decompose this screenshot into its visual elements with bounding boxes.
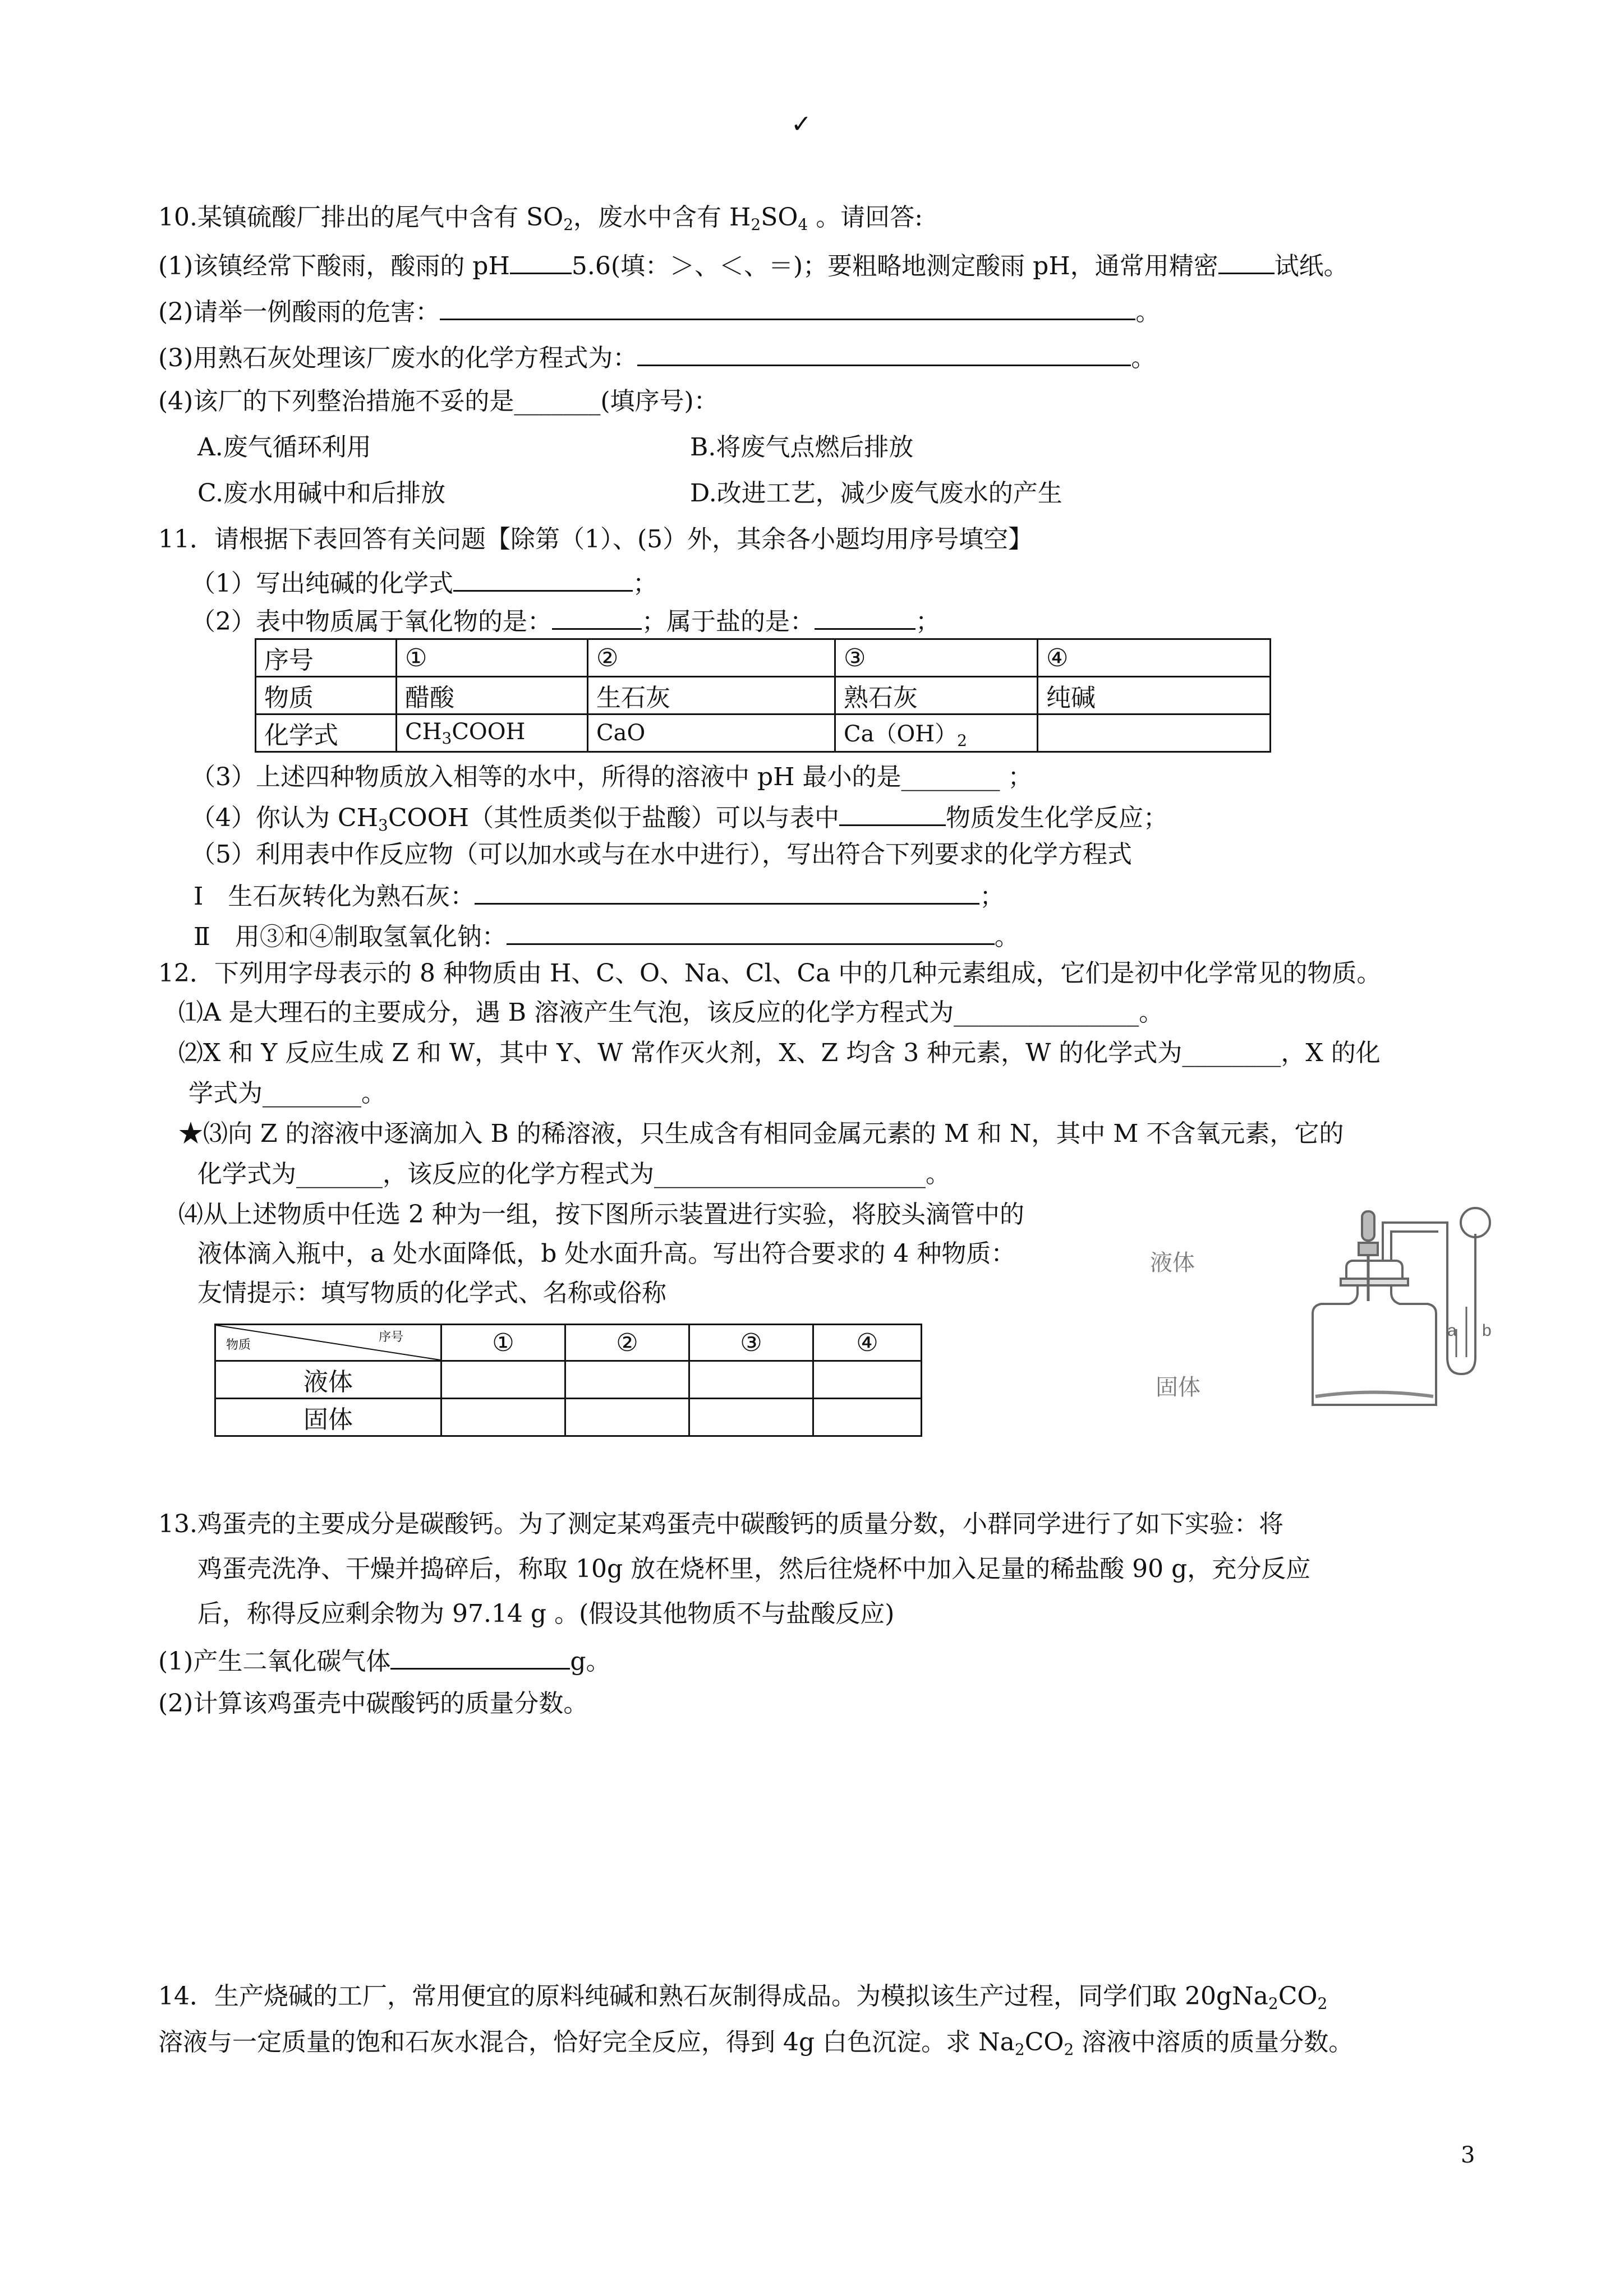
table-cell: ③ bbox=[835, 639, 1038, 677]
table-cell: 化学式 bbox=[256, 714, 397, 752]
q11-part3: （3）上述四种物质放入相等的水中，所得的溶液中 pH 最小的是________ ； bbox=[191, 763, 1033, 791]
table-row bbox=[215, 1361, 922, 1399]
q11-part4: （4）你认为 $CH_3COOH$（其性质类似于盐酸）可以与表中 物质发生化学反应； bbox=[191, 799, 1168, 842]
q12-part3-line2: 化学式为_______，该反应的化学方程式为______________________。 bbox=[197, 1160, 950, 1188]
substance-table bbox=[255, 638, 1271, 753]
q10-part4: (4)该厂的下列整治措施不妥的是_______(填序号)： bbox=[158, 387, 719, 416]
answer-blank[interactable] bbox=[440, 293, 1135, 320]
table-row bbox=[256, 639, 1271, 677]
table-cell[interactable] bbox=[689, 1399, 813, 1436]
table-cell[interactable] bbox=[441, 1361, 565, 1399]
table-header-number: 序号 bbox=[379, 1330, 404, 1344]
table-cell[interactable] bbox=[813, 1361, 922, 1399]
q12-part2-line1: ⑵X 和 Y 反应生成 Z 和 W，其中 Y、W 常作灭火剂，X、Z 均含 3 种元素，W 的化学式为________，X 的化 bbox=[178, 1039, 1381, 1067]
diagonal-header-cell bbox=[215, 1325, 441, 1361]
table-cell: 熟石灰 bbox=[835, 677, 1038, 714]
q10-option-a: A.废气循环利用 bbox=[197, 433, 371, 462]
q11-intro: 11．请根据下表回答有关问题【除第（1）、(5）外，其余各小题均用序号填空】 bbox=[158, 525, 1033, 554]
q13-line1: 13.鸡蛋壳的主要成分是碳酸钙。为了测定某鸡蛋壳中碳酸钙的质量分数，小群同学进行了如下实验：将 bbox=[158, 1510, 1283, 1538]
table-cell: 液体 bbox=[215, 1361, 441, 1399]
answer-table bbox=[214, 1324, 922, 1437]
table-cell[interactable] bbox=[565, 1361, 689, 1399]
answer-blank[interactable] bbox=[507, 918, 995, 945]
table-cell: ② bbox=[565, 1325, 689, 1361]
table-row bbox=[215, 1325, 922, 1361]
table-cell: 醋酸 bbox=[397, 677, 588, 714]
q10-intro: 10.某镇硫酸厂排出的尾气中含有 $SO_2$，废水中含有 $H_2SO_4$ 。请回答: bbox=[158, 203, 923, 234]
answer-blank[interactable] bbox=[552, 602, 642, 630]
q12-intro: 12．下列用字母表示的 8 种物质由 H、C、O、Na、Cl、Ca 中的几种元素组成，它们是初中化学常见的物质。 bbox=[158, 959, 1382, 988]
q10-option-d: D.改进工艺，减少废气废水的产生 bbox=[690, 479, 1062, 508]
answer-blank[interactable] bbox=[390, 1642, 570, 1670]
figure-label-solid: 固体 bbox=[1156, 1375, 1200, 1400]
figure-label-liquid: 液体 bbox=[1150, 1251, 1195, 1275]
q10-part2: (2)请举一例酸雨的危害： 。 bbox=[158, 293, 1160, 329]
table-cell: 生石灰 bbox=[588, 677, 835, 714]
table-cell: ① bbox=[441, 1325, 565, 1361]
answer-blank[interactable] bbox=[510, 247, 572, 274]
q11-part5-ii: Ⅱ 用③和④制取氢氧化钠： 。 bbox=[194, 918, 1019, 954]
q14-line2: 溶液与一定质量的饱和石灰水混合，恰好完全反应，得到 4g 白色沉淀。求 $Na_2CO_2$ 溶液中溶质的质量分数。 bbox=[158, 2028, 1354, 2059]
answer-blank[interactable] bbox=[637, 339, 1131, 366]
table-cell: 固体 bbox=[215, 1399, 441, 1436]
q13-line2: 鸡蛋壳洗净、干燥并捣碎后，称取 10g 放在烧杯里，然后往烧杯中加入足量的稀盐酸 90 g，充分反应 bbox=[197, 1555, 1311, 1583]
q12-part4-line2: 液体滴入瓶中，a 处水面降低，b 处水面升高。写出符合要求的 4 种物质： bbox=[197, 1239, 1016, 1268]
table-row bbox=[215, 1399, 922, 1436]
q12-part1: ⑴A 是大理石的主要成分，遇 B 溶液产生气泡，该反应的化学方程式为_______________。 bbox=[178, 998, 1164, 1027]
label-a: a bbox=[1447, 1321, 1457, 1340]
answer-blank[interactable] bbox=[453, 564, 633, 592]
table-cell: $CH_3COOH$ bbox=[397, 714, 588, 752]
q10-option-c: C.废水用碱中和后排放 bbox=[197, 479, 446, 508]
q10-part3: (3)用熟石灰处理该厂废水的化学方程式为： 。 bbox=[158, 339, 1156, 375]
table-cell: ② bbox=[588, 639, 835, 677]
table-cell[interactable] bbox=[1038, 714, 1271, 752]
table-cell: CaO bbox=[588, 714, 835, 752]
label-b: b bbox=[1482, 1321, 1492, 1340]
table-row bbox=[256, 677, 1271, 714]
check-mark: ✓ bbox=[791, 110, 812, 139]
table-cell: ④ bbox=[813, 1325, 922, 1361]
table-row bbox=[256, 714, 1271, 752]
q12-part4-hint: 友情提示：填写物质的化学式、名称或俗称 bbox=[197, 1279, 666, 1307]
answer-blank[interactable] bbox=[815, 602, 915, 630]
table-cell[interactable] bbox=[441, 1399, 565, 1436]
q10-option-b: B.将废气点燃后排放 bbox=[690, 433, 914, 462]
page-number: 3 bbox=[1461, 2142, 1475, 2168]
table-cell: 纯碱 bbox=[1038, 677, 1271, 714]
q11-part1: （1）写出纯碱的化学式 ； bbox=[191, 564, 657, 601]
table-cell: 序号 bbox=[256, 639, 397, 677]
answer-blank[interactable] bbox=[1218, 247, 1275, 274]
q13-part1: (1)产生二氧化碳气体 g。 bbox=[158, 1642, 611, 1679]
q11-part5: （5）利用表中作反应物（可以加水或与在水中进行），写出符合下列要求的化学方程式 bbox=[191, 840, 1132, 869]
table-cell: ④ bbox=[1038, 639, 1271, 677]
table-cell: ③ bbox=[689, 1325, 813, 1361]
table-cell[interactable] bbox=[565, 1399, 689, 1436]
table-cell[interactable] bbox=[689, 1361, 813, 1399]
q10-part1: (1)该镇经常下酸雨，酸雨的 pH 5.6(填：＞、＜、＝)；要粗略地测定酸雨 pH，通常用精密 试纸。 bbox=[158, 247, 1349, 283]
q13-part2: (2)计算该鸡蛋壳中碳酸钙的质量分数。 bbox=[158, 1689, 588, 1718]
table-cell: 物质 bbox=[256, 677, 397, 714]
table-cell: $Ca(OH)_2$ bbox=[835, 714, 1038, 752]
q13-line3: 后，称得反应剩余物为 97.14 g 。(假设其他物质不与盐酸反应) bbox=[197, 1599, 895, 1628]
q11-part5-i: Ⅰ 生石灰转化为熟石灰： ； bbox=[194, 877, 1004, 914]
table-header-substance: 物质 bbox=[226, 1338, 251, 1352]
apparatus-figure bbox=[1229, 1189, 1520, 1413]
q11-part2: （2）表中物质属于氧化物的是： ；属于盐的是： ； bbox=[191, 602, 940, 639]
table-cell[interactable] bbox=[813, 1399, 922, 1436]
answer-blank[interactable] bbox=[475, 877, 979, 905]
q12-part4-line1: ⑷从上述物质中任选 2 种为一组，按下图所示装置进行实验，将胶头滴管中的 bbox=[178, 1200, 1024, 1229]
answer-blank[interactable] bbox=[839, 799, 946, 826]
q12-part2-line2: 学式为________。 bbox=[188, 1079, 386, 1108]
q14-line1: 14．生产烧碱的工厂，常用便宜的原料纯碱和熟石灰制得成品。为模拟该生产过程，同学们取 $20gNa_2CO_2$ bbox=[158, 1982, 1328, 2013]
table-cell: ① bbox=[397, 639, 588, 677]
q12-part3-line1: ★⑶向 Z 的溶液中逐滴加入 B 的稀溶液，只生成含有相同金属元素的 M 和 N，其中 M 不含氧元素，它的 bbox=[178, 1119, 1344, 1148]
